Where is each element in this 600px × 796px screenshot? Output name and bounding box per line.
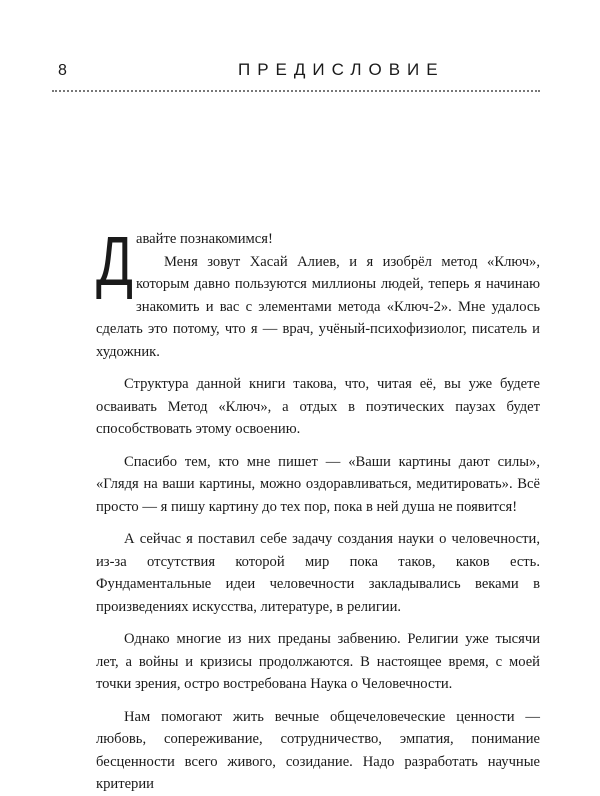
paragraph: Спасибо тем, кто мне пишет — «Ваши картины дают силы», «Глядя на ваши картины, можно оздоравливаться, медитировать». Всё просто — я пишу картину до тех пор, пока в ней душа не появится! [96,453,540,515]
paragraph: Нам помогают жить вечные общечеловеческие ценности — любовь, сопереживание, сотрудничество, эмпатия, понимание бесценности всего живого, созидание. Надо разработать научные критерии [96,708,540,792]
chapter-title: ПРЕДИСЛОВИЕ [238,60,445,79]
drop-cap: Д [96,222,133,300]
body-text [96,222,540,796]
paragraph: Однако многие из них преданы забвению. Религии уже тысячи лет, а войны и кризисы продолжаются. В настоящее время, с моей точки зрения, остро востребована Наука о Человечности. [96,631,540,692]
paragraph: Структура данной книги такова, что, читая её, вы уже будете осваивать Метод «Ключ», а отдых в поэтических паузах будет способствовать этому освоению. [96,376,540,437]
header-divider [52,90,540,92]
page-number: 8 [58,62,68,79]
greeting-line: авайте познакомимся! [136,231,273,247]
paragraph: Меня зовут Хасай Алиев, и я изобрёл метод «Ключ», которым давно пользуются миллионы людей, теперь я начинаю знакомить и вас с элементами метода «Ключ-2». Мне удалось сделать это потому, что я — врач, учёный-психофизиолог, писатель и художник. [96,253,540,360]
paragraph: А сейчас я поставил себе задачу создания науки о человечности, из-за отсутствия которой мир пока таков, каков есть. Фундаментальные идеи человечности закладывались веками в произведениях искусства, литературе, в религии. [96,531,540,615]
